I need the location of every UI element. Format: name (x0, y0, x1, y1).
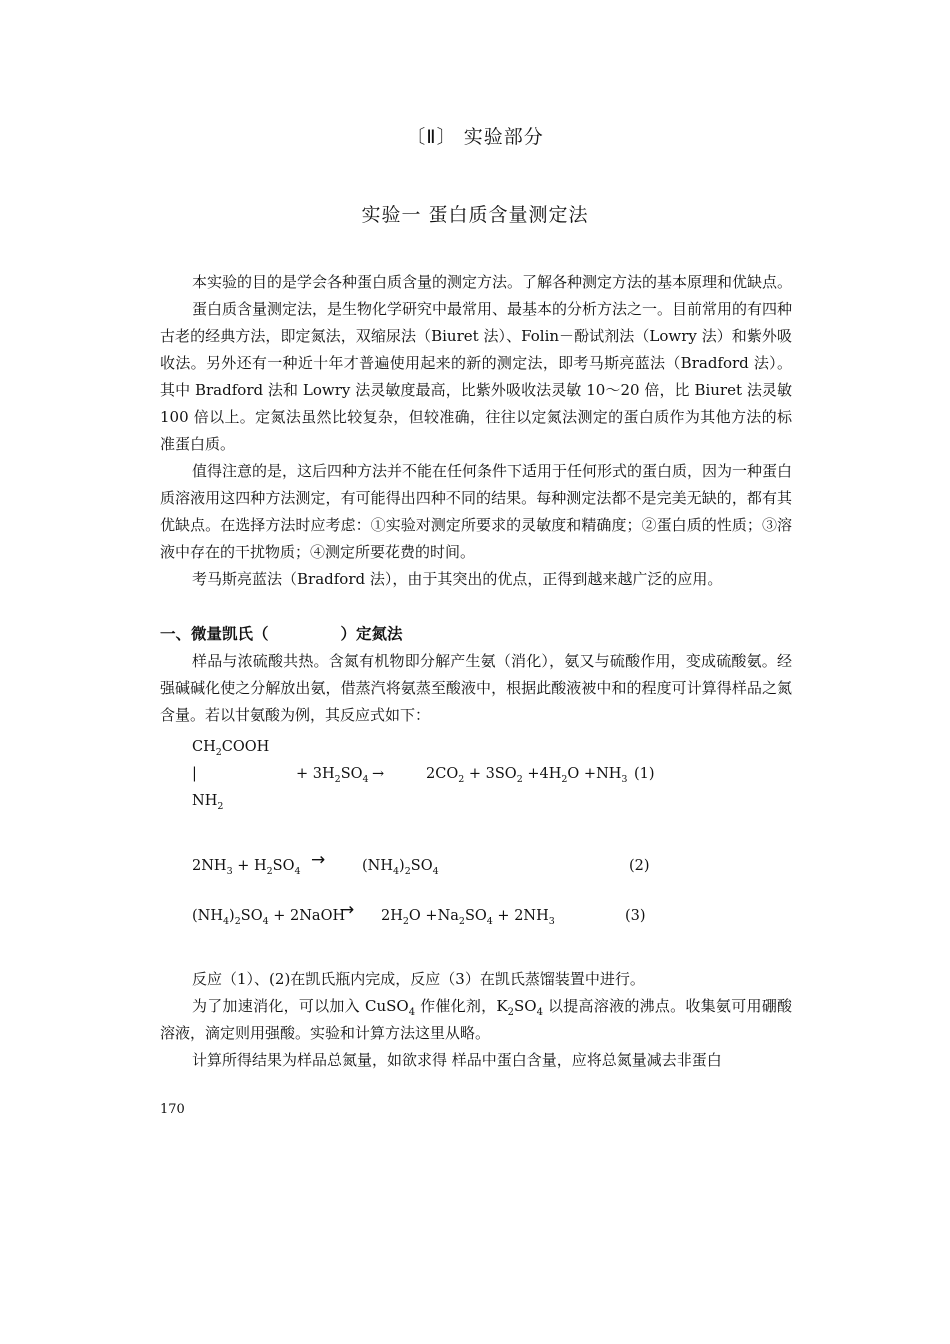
section-text (160, 648, 792, 729)
eq1-bond: | (192, 766, 197, 782)
part-title: 〔Ⅱ〕 实验部分 (406, 126, 544, 148)
eq2-products: $(NH_4)_2SO_4$ (362, 858, 439, 877)
eq1-reactant-bottom: $NH_2$ (192, 793, 224, 812)
after-text (160, 966, 792, 1074)
section-heading (160, 621, 792, 648)
eq1-reactant-top: $CH_2COOH$ (192, 739, 270, 758)
heading-prefix: 一、微量凯氏（ (160, 625, 269, 643)
experiment-title: 实验一 蛋白质含量测定法 (361, 204, 589, 226)
eq3-products: $2H_2O +Na_2SO_4 + 2NH_3$ (381, 908, 555, 927)
paragraph: 计算所得结果为样品总氮量，如欲求得 样品中蛋白含量，应将总氮量减去非蛋白 (192, 1051, 722, 1069)
eq2-arrow: → (311, 850, 326, 870)
eq2-number: (2) (629, 858, 650, 874)
paragraph: 蛋白质含量测定法，是生物化学研究中最常用、最基本的分析方法之一。目前常用的有四种古老的经典方法，即定氮法，双缩尿法（Biuret 法）、Folin－酚试剂法（Lowry 法）和紫外吸收法。另外还有一种近十年才普遍使用起来的新的测定法，即考马斯亮蓝法（Bradford 法）。其中 Bradford 法和 Lowry 法灵敏度最高，比紫外吸收法灵敏 10～20 倍，比 Biuret 法灵敏 100 倍以上。定氮法虽然比较复杂，但较准确，往往以定氮法测定的蛋白质作为其他方法的标准蛋白质。 (160, 300, 793, 453)
paragraph: 本实验的目的是学会各种蛋白质含量的测定方法。了解各种测定方法的基本原理和优缺点。 (192, 273, 793, 291)
eq3-number: (3) (625, 908, 646, 924)
paragraph: 考马斯亮蓝法（Bradford 法），由于其突出的优点，正得到越来越广泛的应用。 (192, 570, 723, 588)
paragraph: 为了加速消化，可以加入 CuSO$_4$ 作催化剂，$K_2SO_4$ 以提高溶液的沸点。收集氨可用硼酸溶液，滴定则用强酸。实验和计算方法这里从略。 (160, 997, 792, 1042)
paragraph: 样品与浓硫酸共热。含氮有机物即分解产生氨（消化），氨又与硫酸作用，变成硫酸氨。经强碱碱化使之分解放出氨，借蒸汽将氨蒸至酸液中，根据此酸液被中和的程度可计算得样品之氮含量。若以甘氨酸为例，其反应式如下： (160, 652, 792, 724)
eq1-arrow: → (372, 766, 385, 782)
page-number: 170 (160, 1102, 185, 1117)
eq1-products: $2CO_2 + 3SO_2 +4H_2O +NH_3$ (426, 766, 628, 785)
eq1-reagent: + $3H_2SO_4$ (296, 766, 369, 785)
eq3-arrow: → (340, 900, 355, 920)
eq2-reactants: $2NH_3 + H_2SO_4$ (192, 858, 301, 877)
eq1-number: (1) (634, 766, 655, 782)
eq3-reactants: $(NH_4)_2SO_4$ + 2NaOH (192, 908, 346, 927)
heading-suffix: ）定氮法 (340, 625, 403, 643)
paragraph: 反应（1）、(2)在凯氏瓶内完成，反应（3）在凯氏蒸馏装置中进行。 (192, 970, 645, 988)
intro-text (160, 269, 792, 593)
paragraph: 值得注意的是，这后四种方法并不能在任何条件下适用于任何形式的蛋白质，因为一种蛋白质溶液用这四种方法测定，有可能得出四种不同的结果。每种测定法都不是完美无缺的，都有其优缺点。在选择方法时应考虑：①实验对测定所要求的灵敏度和精确度；②蛋白质的性质；③溶液中存在的干扰物质；④测定所要花费的时间。 (160, 462, 793, 561)
